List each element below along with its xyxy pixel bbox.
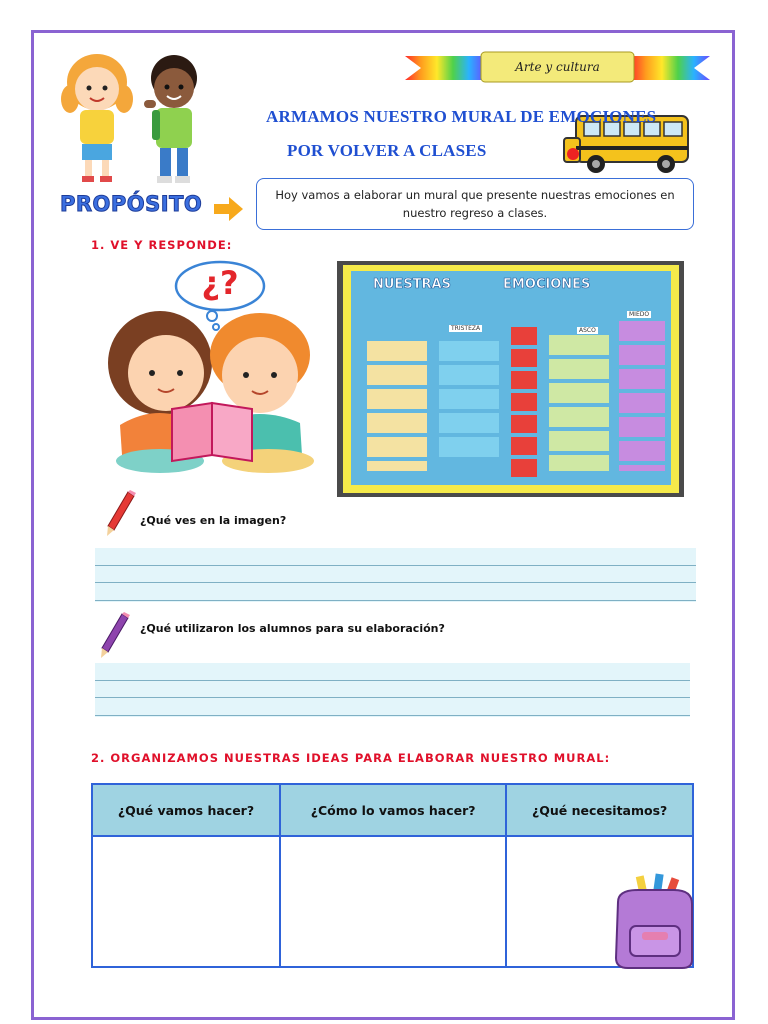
table-header-row [92,784,693,836]
question-2: ¿Qué utilizaron los alumnos para su elaboración? [140,622,445,635]
answer-lines-2[interactable] [95,663,690,717]
section-1-title: 1. VE Y RESPONDE: [91,238,233,252]
pencil-icon [98,612,130,660]
purpose-text: Hoy vamos a elaborar un mural que presente nuestras emociones en nuestro regreso a clases. [256,178,694,230]
answer-lines-1[interactable] [95,548,696,602]
section-2-title: 2. ORGANIZAMOS NUESTRAS IDEAS PARA ELABORAR NUESTRO MURAL: [91,751,611,765]
table-cell[interactable] [92,836,280,967]
question-1: ¿Qué ves en la imagen? [140,514,287,527]
table-header-cell: ¿Qué vamos hacer? [92,784,280,836]
table-cell[interactable] [280,836,506,967]
banner-label: Arte y cultura [515,60,600,74]
table-header-cell: ¿Qué necesitamos? [506,784,693,836]
backpack-icon [608,872,700,970]
reading-kids-illustration [100,305,320,477]
table-header-cell: ¿Cómo lo vamos hacer? [280,784,506,836]
title-line-2: POR VOLVER A CLASES [287,141,487,160]
mural-word-2: EMOCIONES [503,277,591,292]
mural-photo [337,261,684,497]
pencil-icon [104,490,136,538]
mural-label: TRISTEZA [451,325,481,332]
title-line-1: ARMAMOS NUESTRO MURAL DE EMOCIONES [266,107,657,126]
mural-word-1: NUESTRAS [373,277,451,292]
table-row [92,836,693,967]
purpose-label: PROPÓSITO [60,192,203,216]
kids-illustration [52,44,202,189]
arrow-right-icon [214,196,244,222]
planning-table [91,783,694,968]
mural-label: MIEDO [629,311,650,318]
mural-label: ASCO [579,327,596,334]
bubble-text: ¿? [201,264,239,302]
